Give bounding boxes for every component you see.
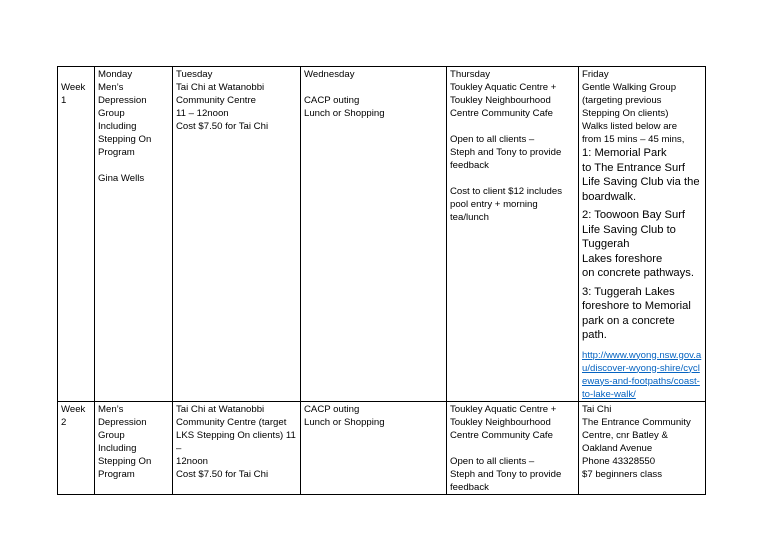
week-1-monday-contact: Gina Wells [98, 173, 145, 184]
week-1-friday-walk-3: 3: Tuggerah Lakes foreshore to Memorial park on a concrete path. [582, 285, 691, 341]
tuesday-header: Tuesday [176, 69, 213, 80]
friday-header: Friday [582, 69, 609, 80]
week-1-thursday-venue: Toukley Aquatic Centre + Toukley Neighbourhood Centre Community Cafe [450, 82, 557, 119]
monday-header: Monday [98, 69, 133, 80]
week-2-wednesday-activity: CACP outing Lunch or Shopping [304, 403, 385, 428]
week-2-thursday-cell [447, 401, 579, 494]
week-2-tuesday-cell [173, 401, 301, 494]
week-2-row [58, 401, 706, 494]
week-1-label: Week 1 [61, 82, 86, 106]
week-1-wednesday-cell [301, 67, 447, 402]
weekly-schedule-table [57, 66, 706, 495]
week-1-label-cell [58, 67, 95, 402]
week-2-friday-activity: Tai Chi The Entrance Community Centre, cnr Batley & Oakland Avenue Phone 43328550 $7 beginners class [582, 403, 691, 480]
week-1-tuesday-activity: Tai Chi at Watanobbi Community Centre 11 – 12noon Cost $7.50 for Tai Chi [176, 82, 269, 132]
walk-info-link[interactable]: http://www.wyong.nsw.gov.au/discover-wyong-shire/cycleways-and-footpaths/coast-to-lake-walk/ [582, 349, 702, 400]
week-1-monday-cell [95, 67, 173, 402]
week-1-wednesday-activity: CACP outing Lunch or Shopping [304, 95, 385, 119]
week-1-friday-cell [579, 67, 706, 402]
week-1-friday-intro: Gentle Walking Group (targeting previous Stepping On clients) Walks listed below are from 15 mins – 45 mins, [582, 82, 685, 145]
thursday-header: Thursday [450, 69, 490, 80]
week-2-monday-program: Men’s Depression Group Including Stepping On Program [98, 403, 152, 480]
week-2-wednesday-cell [301, 401, 447, 494]
week-2-label-cell [58, 401, 95, 494]
week-1-tuesday-cell [173, 67, 301, 402]
week-1-thursday-cost: Cost to client $12 includes pool entry + morning tea/lunch [450, 186, 562, 223]
week-1-monday-program: Men’s Depression Group Including Stepping On Program [98, 82, 152, 158]
week-1-friday-walk-2: 2: Toowoon Bay Surf Life Saving Club to Tuggerah Lakes foreshore on concrete pathways. [582, 209, 694, 279]
week-2-thursday-audience: Open to all clients – Steph and Tony to provide feedback [450, 455, 562, 493]
week-2-monday-cell [95, 401, 173, 494]
week-2-tuesday-activity: Tai Chi at Watanobbi Community Centre (target LKS Stepping On clients) 11 – 12noon Cost $7.50 for Tai Chi [176, 403, 296, 480]
week-2-thursday-venue: Toukley Aquatic Centre + Toukley Neighbourhood Centre Community Cafe [450, 403, 557, 441]
week-1-row [58, 67, 706, 402]
week-2-friday-cell [579, 401, 706, 494]
wednesday-header: Wednesday [304, 69, 355, 80]
week-2-label: Week 2 [61, 403, 86, 428]
week-1-thursday-audience: Open to all clients – Steph and Tony to provide feedback [450, 134, 562, 171]
week-1-friday-walk-1: 1: Memorial Park to The Entrance Surf Life Saving Club via the boardwalk. [582, 147, 700, 203]
week-1-thursday-cell [447, 67, 579, 402]
